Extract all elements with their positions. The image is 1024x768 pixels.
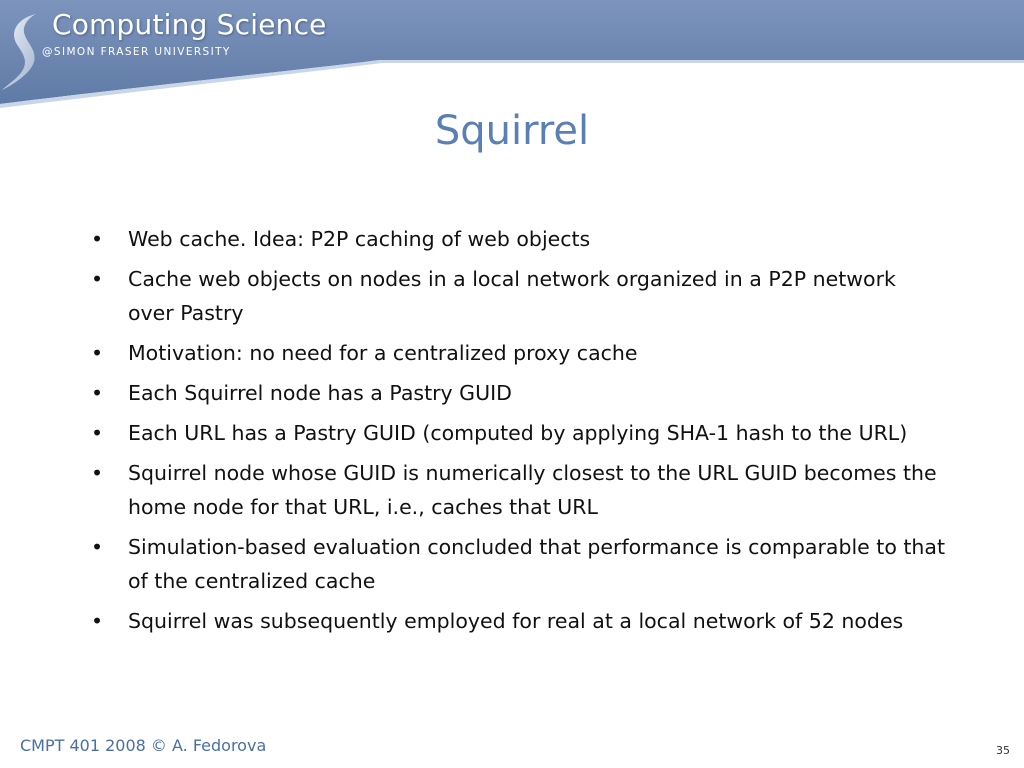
bullet-icon: • — [91, 461, 104, 485]
bullet-icon: • — [91, 267, 104, 291]
bullet-item — [88, 376, 948, 410]
slide-number: 35 — [996, 744, 1010, 757]
bullet-icon: • — [91, 227, 104, 251]
bullet-text: Each Squirrel node has a Pastry GUID — [128, 381, 512, 405]
bullet-item — [88, 336, 948, 370]
bullet-text: Web cache. Idea: P2P caching of web objects — [128, 227, 591, 251]
bullet-text: Simulation-based evaluation concluded that performance is comparable to that of the centralized cache — [128, 535, 946, 593]
bullet-icon: • — [91, 535, 104, 559]
slide-title: Squirrel — [434, 108, 590, 154]
bullet-text: Squirrel was subsequently employed for real at a local network of 52 nodes — [128, 609, 904, 633]
bullet-icon: • — [91, 609, 104, 633]
bullet-item — [88, 604, 948, 638]
bullet-item — [88, 530, 948, 598]
bullet-list — [88, 222, 948, 644]
bullet-item — [88, 456, 948, 524]
bullet-icon: • — [91, 341, 104, 365]
bullet-text: Cache web objects on nodes in a local network organized in a P2P network over Pastry — [128, 267, 896, 325]
bullet-text: Squirrel node whose GUID is numerically closest to the URL GUID becomes the home node for that URL, i.e., caches that URL — [128, 461, 937, 519]
bullet-icon: • — [91, 421, 104, 445]
bullet-item — [88, 416, 948, 450]
bullet-text: Motivation: no need for a centralized proxy cache — [128, 341, 638, 365]
logo-subtitle: @SIMON FRASER UNIVERSITY — [42, 46, 231, 58]
bullet-icon: • — [91, 381, 104, 405]
logo-title: Computing Science — [52, 8, 327, 41]
bullet-item — [88, 262, 948, 330]
bullet-text: Each URL has a Pastry GUID (computed by applying SHA-1 hash to the URL) — [128, 421, 908, 445]
bullet-item — [88, 222, 948, 256]
footer-course-credit: CMPT 401 2008 © A. Fedorova — [20, 736, 267, 755]
header-banner — [0, 0, 1024, 110]
